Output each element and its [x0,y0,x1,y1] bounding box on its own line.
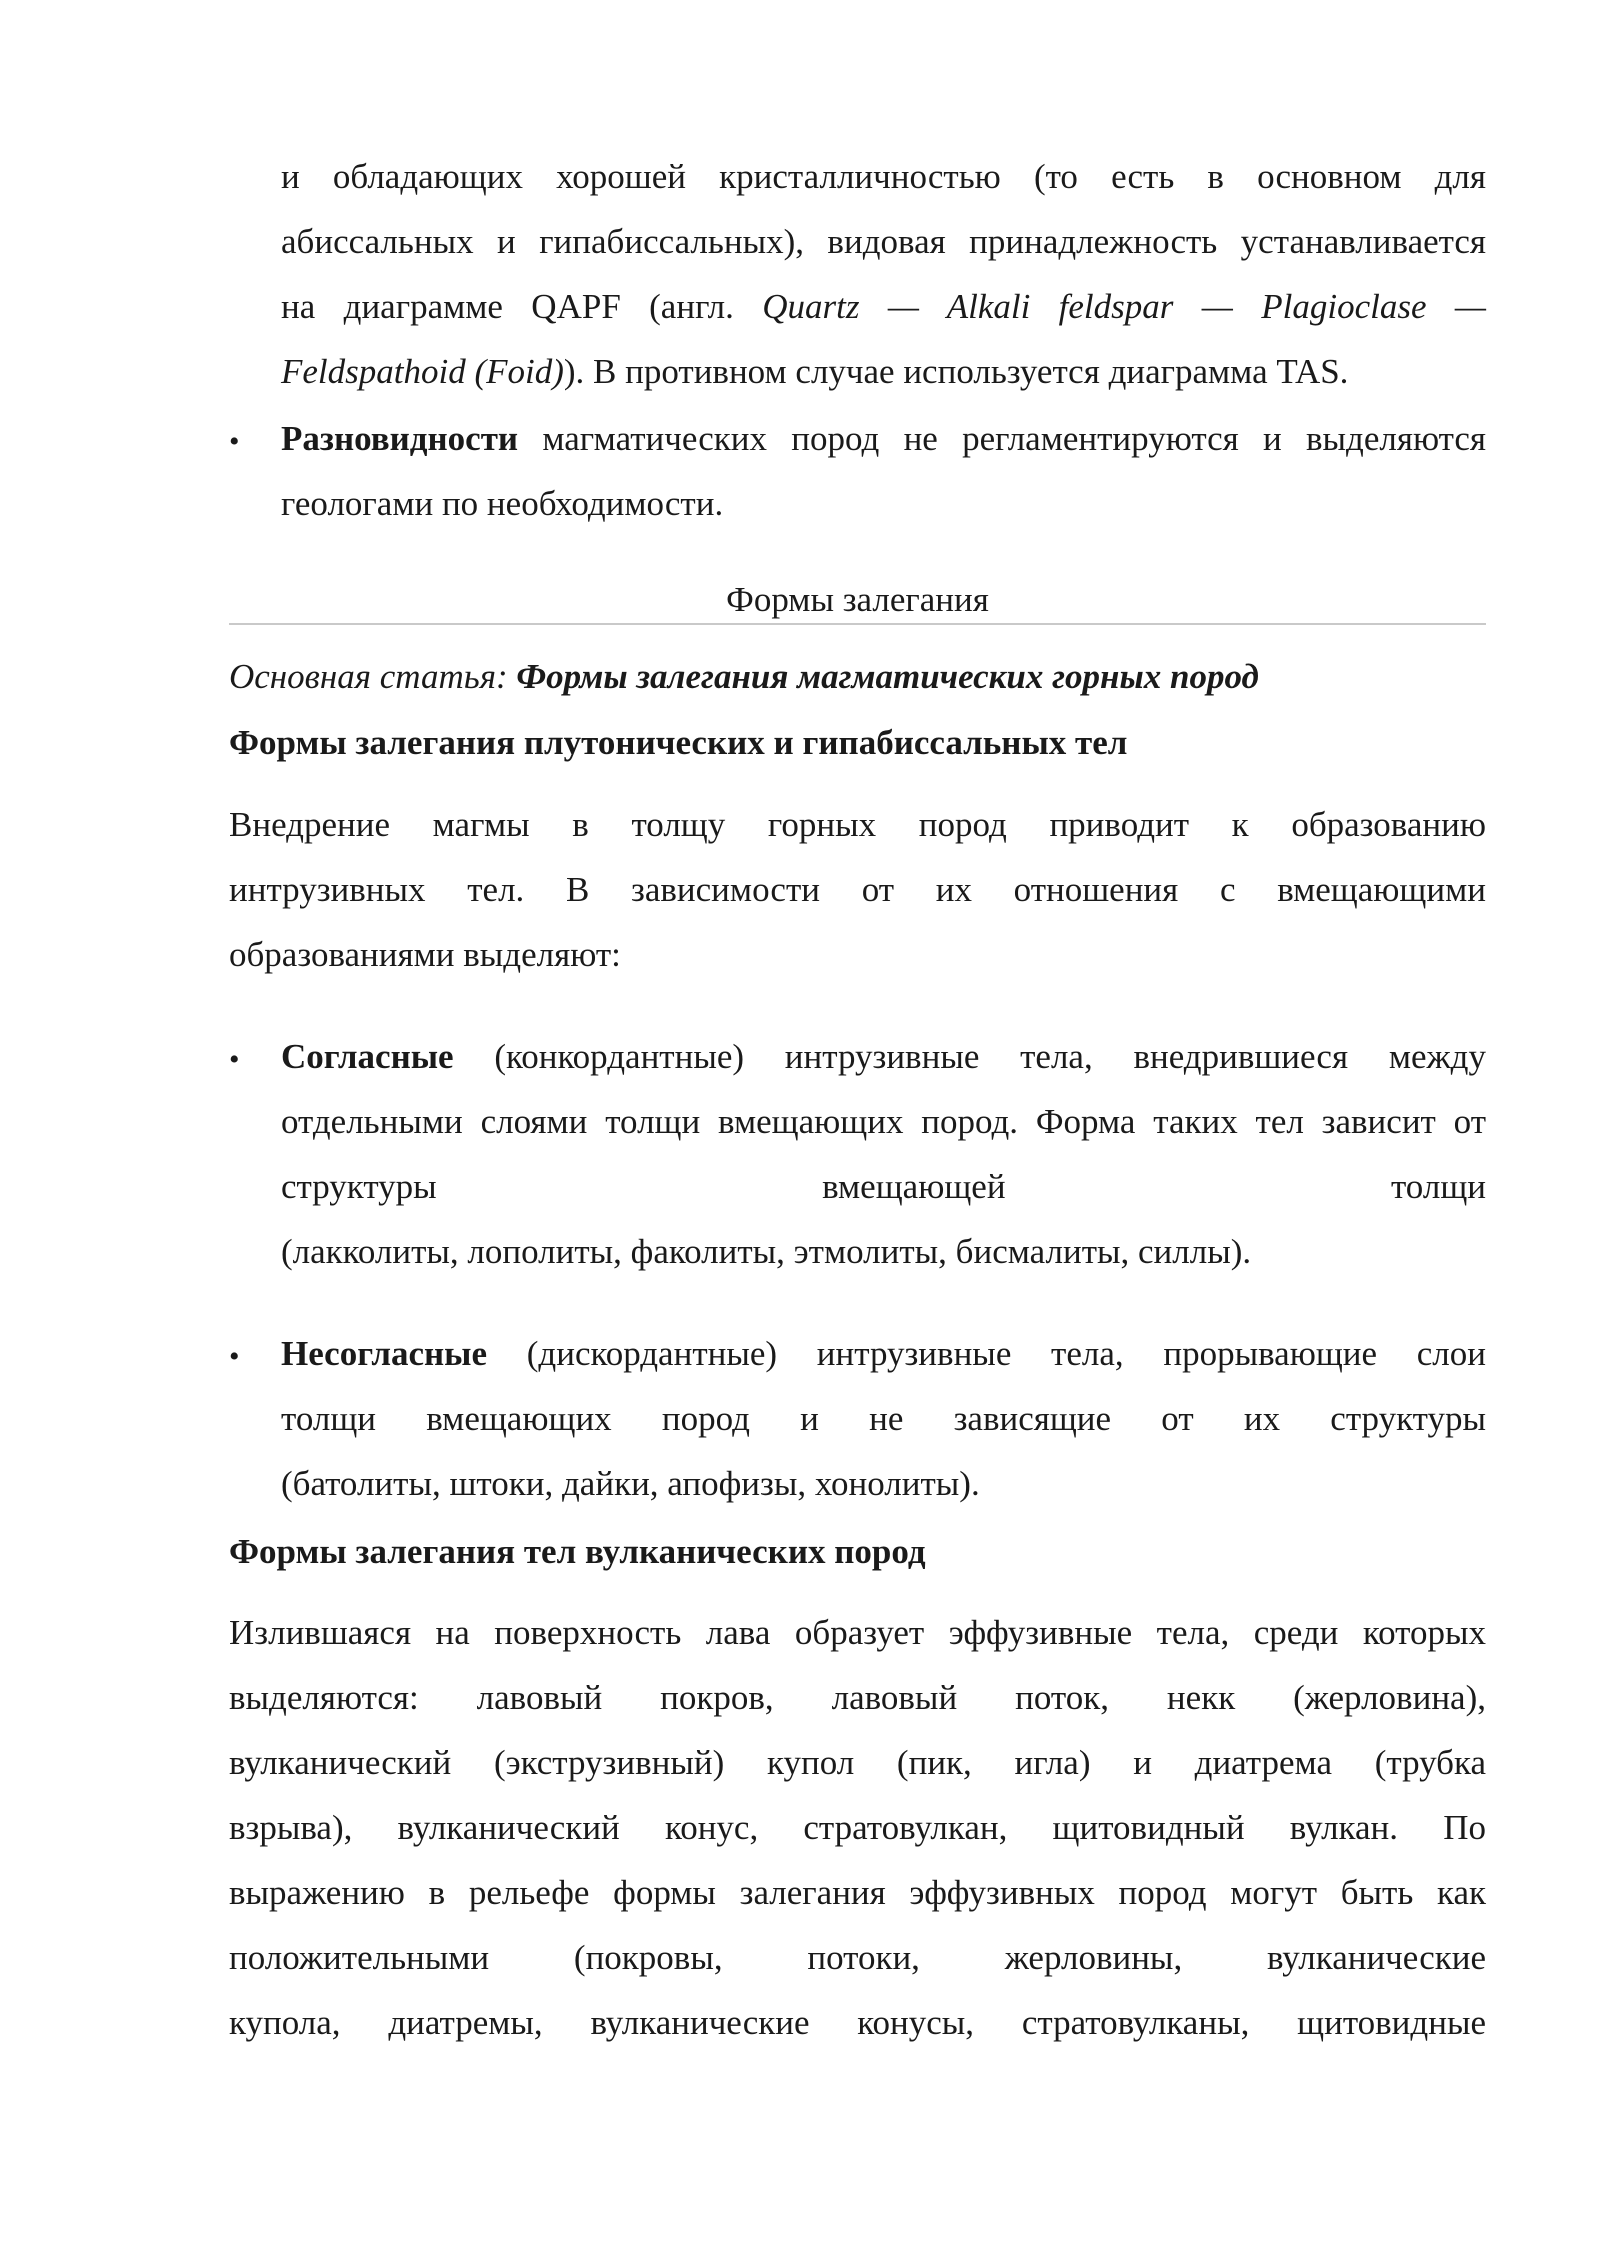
bullet-item-varieties [281,406,1486,536]
italic-mineral-terms: Quartz — Alkali feldspar — Plagioclase — [762,287,1486,326]
bullet-marker: • [229,425,240,458]
text-line: (лакколиты, лополиты, факолиты, этмолиты, бисмалиты, силлы). [281,1232,1252,1271]
text-line [281,339,1486,404]
bullet-marker: • [229,1043,240,1076]
text-line: положительными (покровы, потоки, жерловины, вулканические [229,1938,1486,1977]
text-line: взрыва), вулканический конус, стратовулкан, щитовидный вулкан. По [229,1808,1486,1847]
text-line: толщи вмещающих пород и не зависящие от их структуры [281,1399,1486,1438]
text-fragment: (конкордантные) интрузивные тела, внедрившиеся между [453,1037,1486,1076]
text-line: геологами по необходимости. [281,484,724,523]
bullet-item-concordant [281,1024,1486,1284]
text-line: выделяются: лавовый покров, лавовый поток, некк (жерловина), [229,1678,1486,1717]
main-article-label: Основная статья: [229,657,517,696]
text-line [281,274,1486,339]
text-line [281,1024,1486,1089]
text-line: (батолиты, штоки, дайки, апофизы, хонолиты). [281,1464,980,1503]
text-fragment: (дискордантные) интрузивные тела, прорывающие слои [487,1334,1486,1373]
italic-foid-term: Feldspathoid (Foid) [281,352,564,391]
text-line: Излившаяся на поверхность лава образует эффузивные тела, среди которых [229,1613,1486,1652]
text-line: отдельными слоями толщи вмещающих пород. Форма таких тел зависит от [281,1102,1486,1141]
text-fragment: на диаграмме QAPF (англ. [281,287,763,326]
text-line [281,1321,1486,1386]
section-divider [229,623,1486,625]
bold-term: Согласные [281,1037,454,1076]
text-line: и обладающих хорошей кристалличностью (то есть в основном для [281,157,1486,196]
subheading-plutonic: Формы залегания плутонических и гипабиссальных тел [229,723,1128,762]
main-article-link[interactable]: Формы залегания магматических горных пород [516,657,1259,696]
bold-term: Несогласные [281,1334,488,1373]
bullet-item-discordant [281,1321,1486,1516]
paragraph-intrusion [229,792,1486,987]
paragraph-effusive [229,1600,1486,2055]
paragraph-qapf [281,144,1486,404]
text-line: образованиями выделяют: [229,935,621,974]
text-line: структуры вмещающей толщи [281,1167,1486,1206]
text-fragment: магматических пород не регламентируются и выделяются [518,419,1486,458]
text-fragment: ). В противном случае используется диаграмма TAS. [563,352,1349,391]
text-line: вулканический (экструзивный) купол (пик, игла) и диатрема (трубка [229,1743,1486,1782]
section-title: Формы залегания [726,580,989,619]
text-line: Внедрение магмы в толщу горных пород приводит к образованию [229,805,1486,844]
text-line: выражению в рельефе формы залегания эффузивных пород могут быть как [229,1873,1486,1912]
text-line: интрузивных тел. В зависимости от их отношения с вмещающими [229,870,1486,909]
main-article-reference [229,652,1259,702]
bullet-marker: • [229,1340,240,1373]
text-line: купола, диатремы, вулканические конусы, стратовулканы, щитовидные [229,2003,1486,2042]
bold-term: Разновидности [281,419,519,458]
text-line: абиссальных и гипабиссальных), видовая принадлежность устанавливается [281,222,1486,261]
text-line [281,406,1486,471]
subheading-volcanic: Формы залегания тел вулканических пород [229,1532,926,1571]
